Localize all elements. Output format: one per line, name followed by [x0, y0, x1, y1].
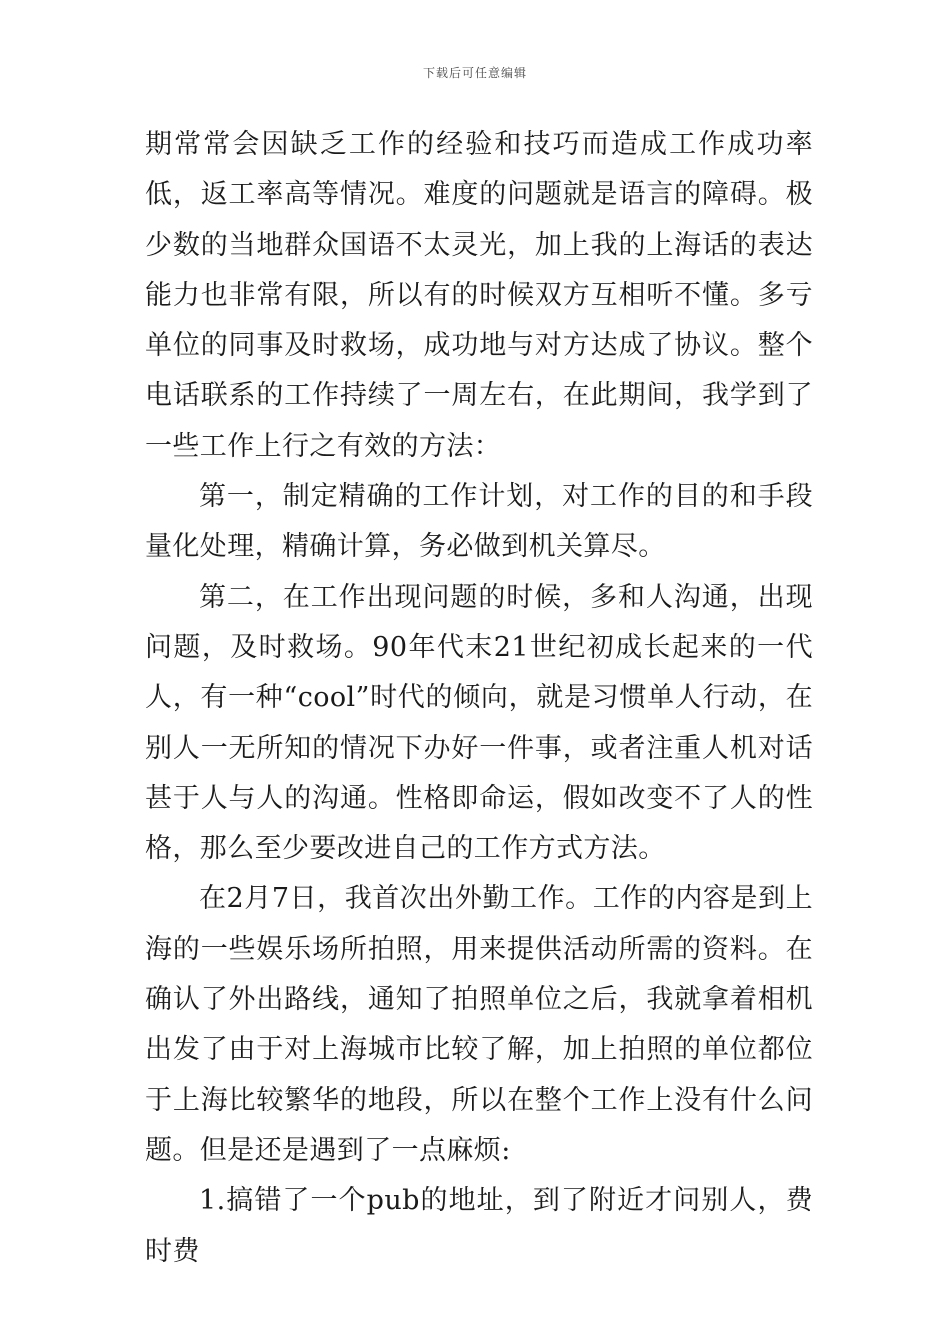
- paragraph-2: 第一，制定精确的工作计划，对工作的目的和手段量化处理，精确计算，务必做到机关算尽。: [145, 481, 813, 563]
- page-header: 下载后可任意编辑: [422, 66, 527, 80]
- paragraph-5: 1.搞错了一个pub的地址，到了附近才问别人，费时费: [145, 1185, 813, 1267]
- paragraph-4: 在2月7日，我首次出外勤工作。工作的内容是到上海的一些娱乐场所拍照，用来提供活动所需的资料。在确认了外出路线，通知了拍照单位之后，我就拿着相机出发了由于对上海城市比较了解，加上拍照的单位都位于上海比较繁华的地段，所以在整个工作上没有什么问题。但是还是遇到了一点麻烦:: [145, 883, 813, 1166]
- paragraph-3: 第二，在工作出现问题的时候，多和人沟通，出现问题，及时救场。90年代末21世纪初成长起来的一代人，有一种“cool”时代的倾向，就是习惯单人行动，在别人一无所知的情况下办好一件事，或者注重人机对话甚于人与人的沟通。性格即命运，假如改变不了人的性格，那么至少要改进自己的工作方式方法。: [145, 581, 813, 865]
- paragraph-1: 期常常会因缺乏工作的经验和技巧而造成工作成功率低，返工率高等情况。难度的问题就是语言的障碍。极少数的当地群众国语不太灵光，加上我的上海话的表达能力也非常有限，所以有的时候双方互相听不懂。多亏单位的同事及时救场，成功地与对方达成了协议。整个电话联系的工作持续了一周左右，在此期间，我学到了一些工作上行之有效的方法：: [145, 129, 813, 462]
- document-body: [145, 120, 813, 1277]
